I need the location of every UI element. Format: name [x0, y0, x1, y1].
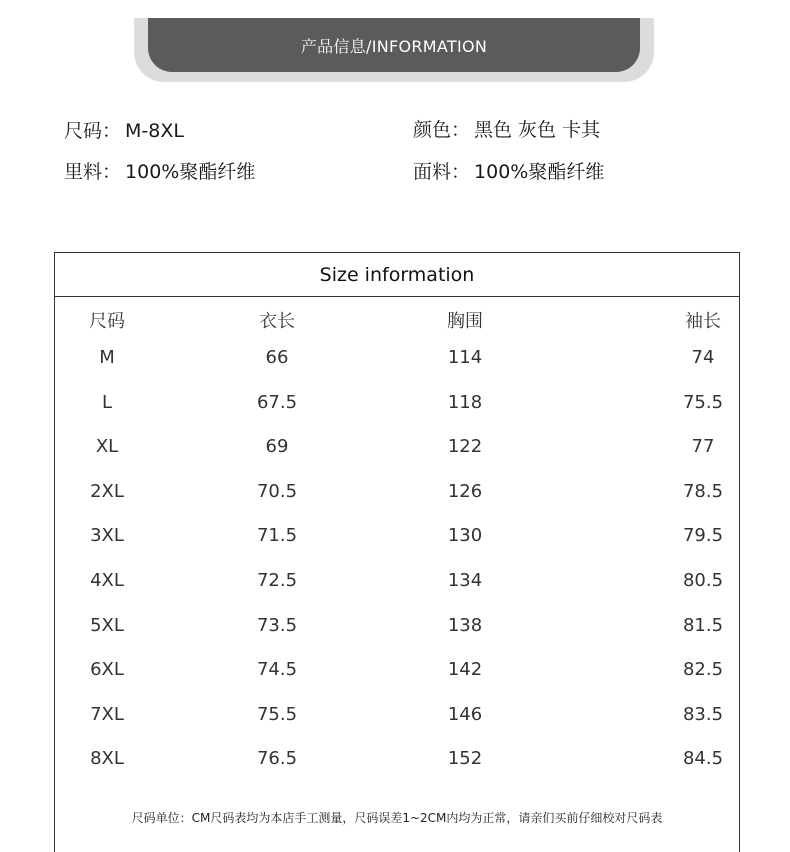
size-note: 尺码单位：CM尺码表均为本店手工测量，尺码误差1~2CM内均为正常，请亲们买前仔细校对尺码表	[131, 811, 663, 825]
chest-cell: 134	[447, 570, 483, 591]
sleeve-cell: 83.5	[682, 704, 724, 725]
length-header: 衣长	[259, 311, 295, 332]
size-table-title: Size information	[55, 253, 739, 297]
chest-cell: 118	[447, 392, 483, 413]
lining-label: 里料：	[64, 161, 122, 183]
length-cell: 73.5	[256, 615, 298, 636]
fabric-material	[413, 157, 604, 184]
info-banner	[148, 18, 640, 72]
sleeve-cell: 84.5	[682, 748, 724, 769]
size-cell: 7XL	[90, 704, 124, 725]
length-cell: 70.5	[256, 481, 298, 502]
length-cell: 71.5	[256, 525, 298, 546]
sleeve-cell: 82.5	[682, 659, 724, 680]
color-value: 黑色 灰色 卡其	[474, 119, 601, 141]
fabric-label: 面料：	[413, 161, 471, 183]
length-cell: 76.5	[256, 748, 298, 769]
length-cell: 69	[265, 436, 289, 457]
size-range	[64, 116, 184, 143]
fabric-value: 100%聚酯纤维	[474, 161, 605, 183]
size-header: 尺码	[89, 311, 125, 332]
sleeve-header: 袖长	[685, 311, 721, 332]
length-cell: 74.5	[256, 659, 298, 680]
chest-cell: 152	[447, 748, 483, 769]
chest-cell: 130	[447, 525, 483, 546]
sleeve-cell: 78.5	[682, 481, 724, 502]
sleeve-cell: 81.5	[682, 615, 724, 636]
length-cell: 72.5	[256, 570, 298, 591]
chest-header: 胸围	[447, 311, 483, 332]
size-cell: 5XL	[90, 615, 124, 636]
size-cell: L	[101, 392, 113, 413]
size-range-value: M-8XL	[125, 120, 184, 142]
sleeve-cell: 77	[691, 436, 715, 457]
size-table	[54, 252, 740, 852]
chest-cell: 122	[447, 436, 483, 457]
color-label: 颜色：	[413, 119, 471, 141]
length-cell: 75.5	[256, 704, 298, 725]
lining-material	[64, 157, 255, 184]
chest-cell: 138	[447, 615, 483, 636]
chest-cell: 146	[447, 704, 483, 725]
size-cell: 3XL	[90, 525, 124, 546]
size-cell: 4XL	[90, 570, 124, 591]
size-range-label: 尺码：	[64, 120, 122, 142]
size-cell: 8XL	[90, 748, 124, 769]
size-cell: XL	[95, 436, 119, 457]
sleeve-cell: 74	[691, 347, 715, 368]
length-cell: 66	[265, 347, 289, 368]
sleeve-cell: 79.5	[682, 525, 724, 546]
sleeve-cell: 75.5	[682, 392, 724, 413]
sleeve-cell: 80.5	[682, 570, 724, 591]
size-cell: M	[99, 347, 115, 368]
chest-cell: 114	[447, 347, 483, 368]
chest-cell: 142	[447, 659, 483, 680]
size-cell: 6XL	[90, 659, 124, 680]
length-cell: 67.5	[256, 392, 298, 413]
lining-value: 100%聚酯纤维	[125, 161, 256, 183]
banner-title: 产品信息/INFORMATION	[300, 36, 488, 56]
color-options	[413, 115, 600, 142]
size-cell: 2XL	[90, 481, 124, 502]
chest-cell: 126	[447, 481, 483, 502]
